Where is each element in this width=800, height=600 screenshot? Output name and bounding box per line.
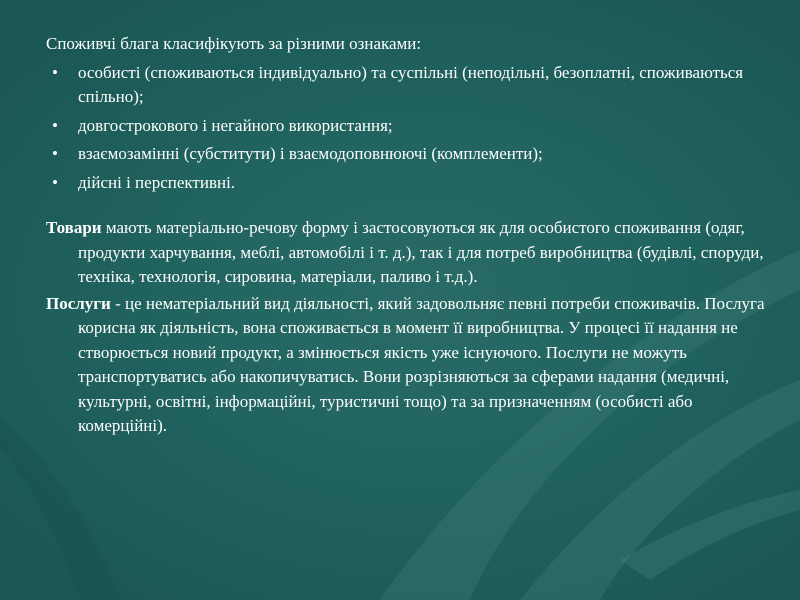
list-item — [46, 171, 766, 196]
goods-paragraph — [46, 216, 766, 290]
list-item — [46, 61, 766, 110]
bullet-text: взаємозамінні (субститути) і взаємодоповнюючі (комплементи); — [78, 144, 543, 163]
bullet-icon: • — [52, 144, 58, 163]
slide-content — [46, 32, 766, 439]
bullet-text: дійсні і перспективні. — [78, 172, 236, 192]
bullet-icon: • — [52, 115, 58, 135]
bullet-list — [46, 61, 766, 196]
bullet-icon: • — [52, 62, 58, 82]
bullet-text: особисті (споживаються індивідуально) та суспільні (неподільні, безоплатні, споживаються спільно); — [78, 62, 744, 106]
bullet-icon: • — [52, 172, 58, 192]
services-term: Послуги — [46, 293, 111, 313]
services-text: - це нематеріальний вид діяльності, який задовольняє певні потреби споживачів. Послуга корисна як діяльність, вона споживається в момент її виробництва. У процесі її надання не створюється новий продукт, а змінюється якість уже існуючого. Послуги не можуть транспортуватись або накопичуватись. Вони розрізняються за сферами надання (медичні, культурні, освітні, інформаційні, туристичні тощо) та за призначенням (особисті або комерційні). — [78, 293, 765, 435]
goods-term: Товари — [46, 218, 102, 237]
bullet-text: довгострокового і негайного використання; — [78, 115, 393, 135]
intro-text: Споживчі блага класифікують за різними ознаками: — [46, 34, 422, 53]
goods-text: мають матеріально-речову форму і застосовуються як для особистого споживання (одяг, продукти харчування, меблі, автомобілі і т. д.), так і для потреб виробництва (будівлі, споруди, техніка, технологія, сировина, матеріали, паливо і т.д.). — [78, 218, 764, 286]
list-item — [46, 114, 766, 139]
services-paragraph — [46, 292, 766, 439]
list-item — [46, 142, 766, 167]
